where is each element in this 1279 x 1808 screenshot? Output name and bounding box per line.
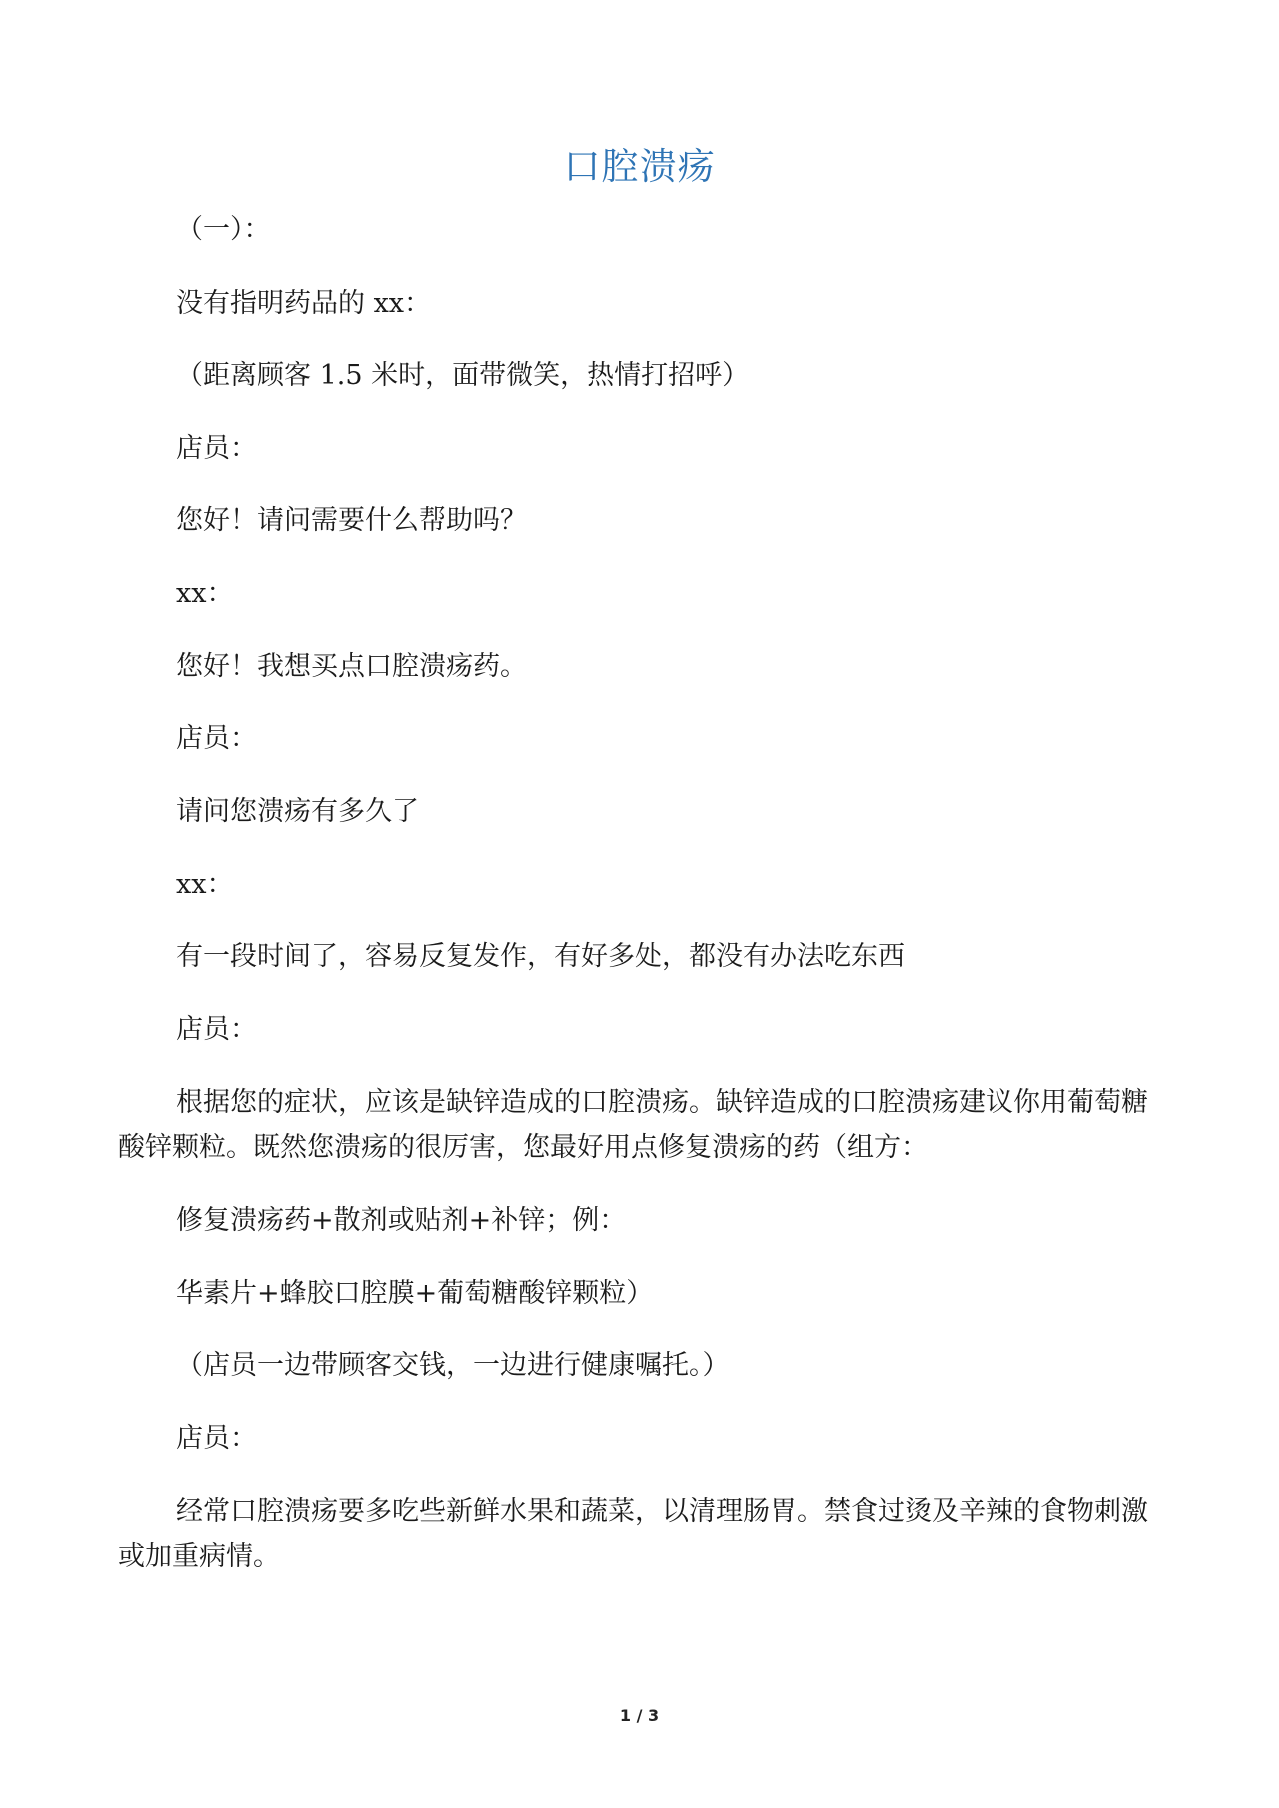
dialogue-line: 根据您的症状，应该是缺锌造成的口腔溃疡。缺锌造成的口腔溃疡建议你用葡萄糖酸锌颗粒。既然您溃疡的很厉害，您最好用点修复溃疡的药（组方： xyxy=(118,1087,1148,1163)
section-heading: （一）： xyxy=(176,214,271,245)
paragraph: 没有指明药品的 xx： xyxy=(176,288,432,319)
dialogue-line: 您好！请问需要什么帮助吗？ xyxy=(176,505,527,536)
speaker-label: xx： xyxy=(176,578,234,609)
speaker-label: xx： xyxy=(176,869,234,900)
speaker-label: 店员： xyxy=(176,723,257,754)
speaker-label: 店员： xyxy=(176,433,257,464)
dialogue-line: 有一段时间了，容易反复发作，有好多处，都没有办法吃东西 xyxy=(176,941,905,972)
speaker-label: 店员： xyxy=(176,1423,257,1454)
dialogue-line: 华素片+蜂胶口腔膜+葡萄糖酸锌颗粒） xyxy=(176,1278,654,1309)
document-title: 口腔溃疡 xyxy=(563,145,716,188)
page-number: 1 / 3 xyxy=(619,1706,660,1725)
paragraph: （距离顾客 1.5 米时，面带微笑，热情打招呼） xyxy=(176,360,750,391)
stage-direction: （店员一边带顾客交钱，一边进行健康嘱托。） xyxy=(176,1350,730,1381)
dialogue-line: 经常口腔溃疡要多吃些新鲜水果和蔬菜，以清理肠胃。禁食过烫及辛辣的食物刺激或加重病情。 xyxy=(118,1496,1148,1572)
speaker-label: 店员： xyxy=(176,1014,257,1045)
dialogue-line: 您好！我想买点口腔溃疡药。 xyxy=(176,651,527,682)
dialogue-line: 请问您溃疡有多久了 xyxy=(176,796,419,827)
dialogue-line: 修复溃疡药+散剂或贴剂+补锌；例： xyxy=(176,1205,627,1236)
